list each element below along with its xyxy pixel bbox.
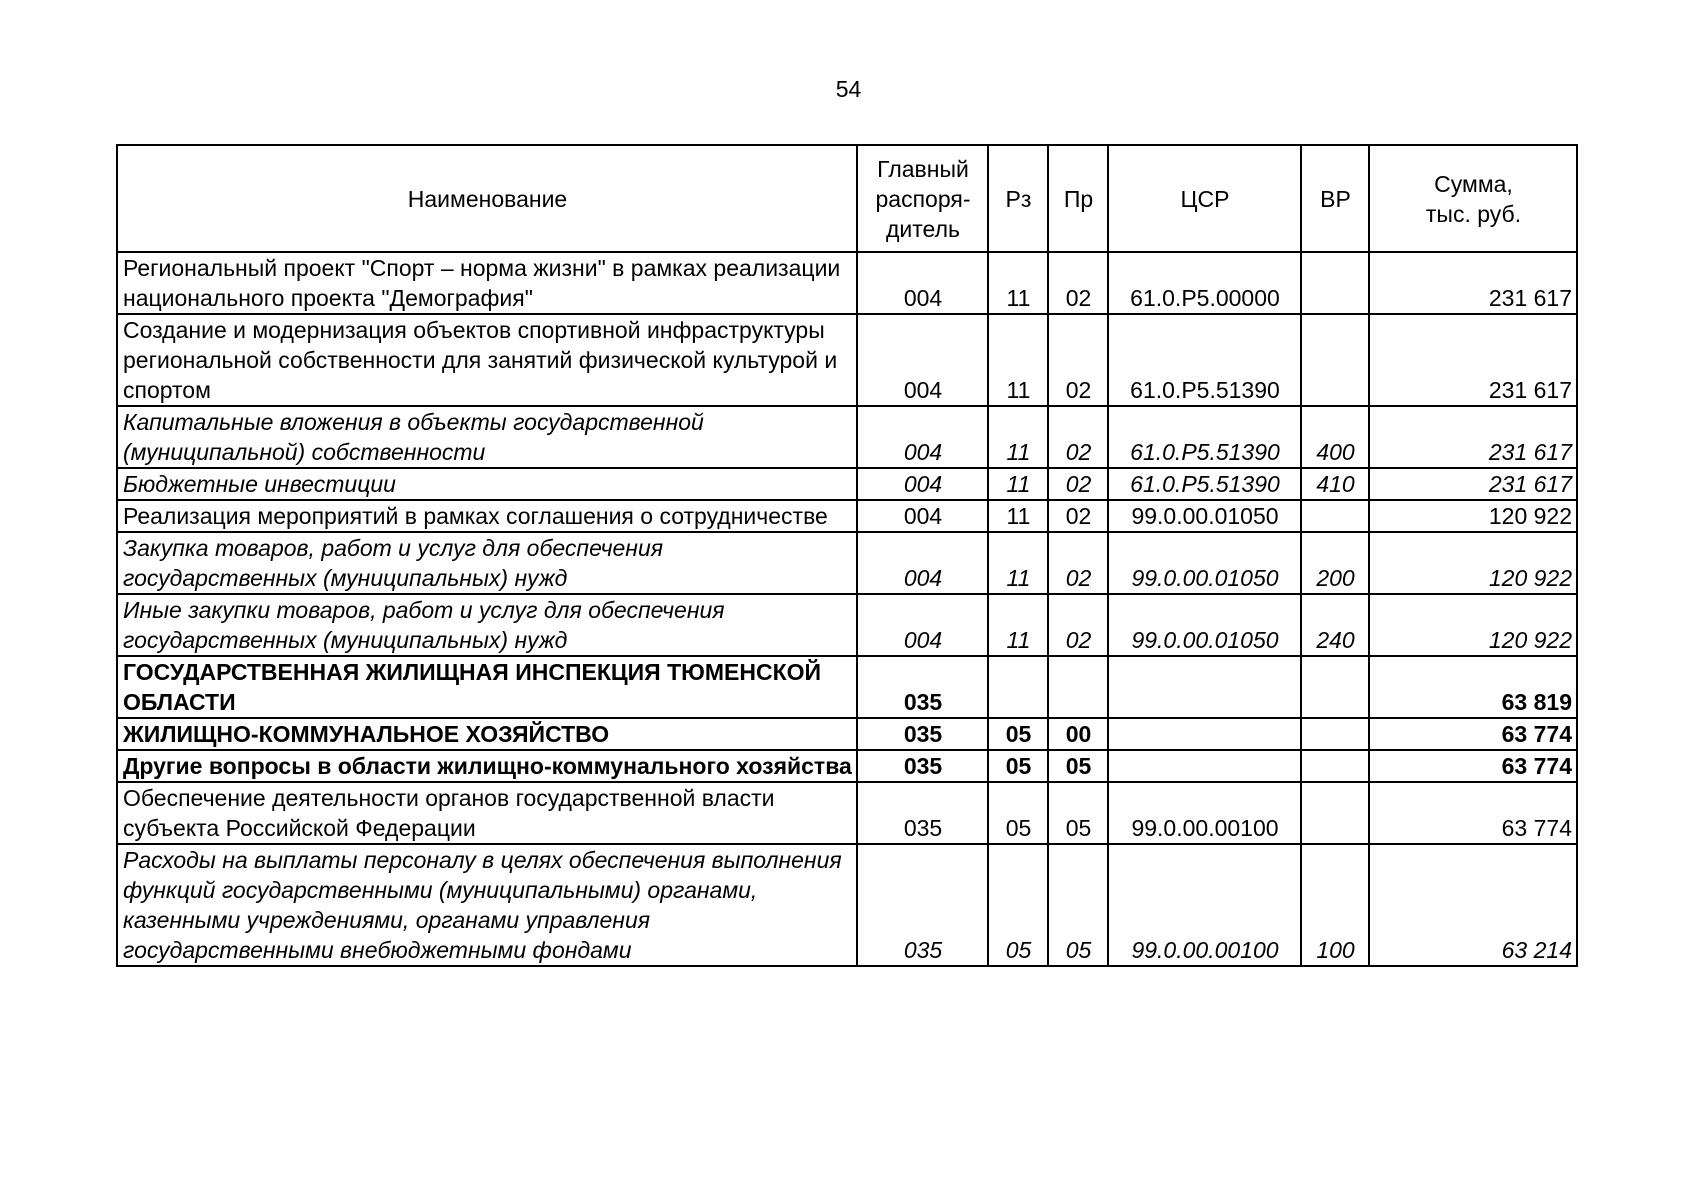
table-row [117,252,1577,314]
cell-name: ЖИЛИЩНО-КОММУНАЛЬНОЕ ХОЗЯЙСТВО [117,718,857,750]
cell-pr: 05 [1048,750,1108,782]
cell-rz: 11 [988,594,1048,656]
cell-csr [1108,656,1301,718]
cell-pr: 05 [1048,844,1108,966]
table-row [117,750,1577,782]
cell-grbs: 004 [857,252,988,314]
cell-vr [1301,314,1369,406]
cell-sum: 120 922 [1369,532,1577,594]
cell-pr: 02 [1048,406,1108,468]
cell-csr: 99.0.00.01050 [1108,594,1301,656]
cell-sum: 63 774 [1369,782,1577,844]
cell-name: Региональный проект "Спорт – норма жизни" в рамках реализации национального проекта "Демография" [117,252,857,314]
cell-rz: 05 [988,782,1048,844]
cell-name: Закупка товаров, работ и услуг для обеспечения государственных (муниципальных) нужд [117,532,857,594]
cell-vr: 100 [1301,844,1369,966]
cell-name: Расходы на выплаты персоналу в целях обеспечения выполнения функций государственными (муниципальными) органами, казенными учреждениями, органами управления государственными внебюджетными фондами [117,844,857,966]
cell-pr: 02 [1048,500,1108,532]
cell-rz: 05 [988,750,1048,782]
header-pr: Пр [1048,145,1108,252]
cell-sum: 231 617 [1369,468,1577,500]
table-row [117,594,1577,656]
cell-grbs: 035 [857,718,988,750]
cell-pr: 02 [1048,252,1108,314]
table-header-row [117,145,1577,252]
table-row [117,406,1577,468]
cell-csr: 99.0.00.01050 [1108,500,1301,532]
cell-vr [1301,782,1369,844]
cell-pr [1048,656,1108,718]
cell-rz: 11 [988,314,1048,406]
cell-grbs: 035 [857,656,988,718]
cell-name: Капитальные вложения в объекты государственной (муниципальной) собственности [117,406,857,468]
table-row [117,782,1577,844]
cell-rz: 11 [988,406,1048,468]
cell-csr [1108,718,1301,750]
cell-csr: 99.0.00.01050 [1108,532,1301,594]
cell-sum: 120 922 [1369,594,1577,656]
cell-sum: 63 774 [1369,718,1577,750]
cell-csr: 61.0.P5.51390 [1108,406,1301,468]
cell-csr: 99.0.00.00100 [1108,844,1301,966]
cell-csr: 61.0.P5.51390 [1108,314,1301,406]
cell-name: Реализация мероприятий в рамках соглашения о сотрудничестве [117,500,857,532]
cell-pr: 02 [1048,314,1108,406]
cell-sum: 231 617 [1369,252,1577,314]
cell-grbs: 035 [857,844,988,966]
budget-table [116,144,1578,967]
cell-csr: 99.0.00.00100 [1108,782,1301,844]
cell-name: Обеспечение деятельности органов государственной власти субъекта Российской Федерации [117,782,857,844]
cell-pr: 05 [1048,782,1108,844]
cell-csr: 61.0.P5.00000 [1108,252,1301,314]
table-row [117,468,1577,500]
header-name: Наименование [117,145,857,252]
cell-name: ГОСУДАРСТВЕННАЯ ЖИЛИЩНАЯ ИНСПЕКЦИЯ ТЮМЕНСКОЙ ОБЛАСТИ [117,656,857,718]
cell-vr [1301,500,1369,532]
cell-sum: 231 617 [1369,406,1577,468]
cell-vr [1301,252,1369,314]
cell-rz: 11 [988,468,1048,500]
cell-name: Иные закупки товаров, работ и услуг для обеспечения государственных (муниципальных) нужд [117,594,857,656]
cell-sum: 63 774 [1369,750,1577,782]
header-rz: Рз [988,145,1048,252]
cell-sum: 120 922 [1369,500,1577,532]
cell-vr [1301,718,1369,750]
cell-rz: 11 [988,500,1048,532]
cell-vr: 400 [1301,406,1369,468]
cell-sum: 231 617 [1369,314,1577,406]
table-row [117,656,1577,718]
cell-grbs: 035 [857,750,988,782]
cell-pr: 00 [1048,718,1108,750]
cell-vr: 200 [1301,532,1369,594]
header-grbs: Главный распоря- дитель [857,145,988,252]
cell-name: Бюджетные инвестиции [117,468,857,500]
cell-csr [1108,750,1301,782]
page-number: 54 [835,76,862,102]
cell-rz: 11 [988,532,1048,594]
cell-grbs: 004 [857,314,988,406]
cell-rz [988,656,1048,718]
header-csr: ЦСР [1108,145,1301,252]
table-row [117,844,1577,966]
cell-pr: 02 [1048,532,1108,594]
cell-vr: 240 [1301,594,1369,656]
cell-vr [1301,656,1369,718]
table-row [117,314,1577,406]
table-body [117,252,1577,966]
cell-grbs: 004 [857,468,988,500]
cell-grbs: 004 [857,500,988,532]
cell-grbs: 004 [857,406,988,468]
cell-vr: 410 [1301,468,1369,500]
cell-name: Другие вопросы в области жилищно-коммунального хозяйства [117,750,857,782]
cell-pr: 02 [1048,468,1108,500]
cell-rz: 05 [988,718,1048,750]
cell-name: Создание и модернизация объектов спортивной инфраструктуры региональной собственности для занятий физической культурой и спортом [117,314,857,406]
cell-grbs: 035 [857,782,988,844]
cell-rz: 05 [988,844,1048,966]
cell-grbs: 004 [857,532,988,594]
cell-sum: 63 214 [1369,844,1577,966]
header-sum: Сумма, тыс. руб. [1369,145,1577,252]
table-row [117,718,1577,750]
header-vr: ВР [1301,145,1369,252]
cell-grbs: 004 [857,594,988,656]
cell-vr [1301,750,1369,782]
cell-csr: 61.0.P5.51390 [1108,468,1301,500]
table-row [117,500,1577,532]
cell-pr: 02 [1048,594,1108,656]
cell-sum: 63 819 [1369,656,1577,718]
cell-rz: 11 [988,252,1048,314]
table-row [117,532,1577,594]
